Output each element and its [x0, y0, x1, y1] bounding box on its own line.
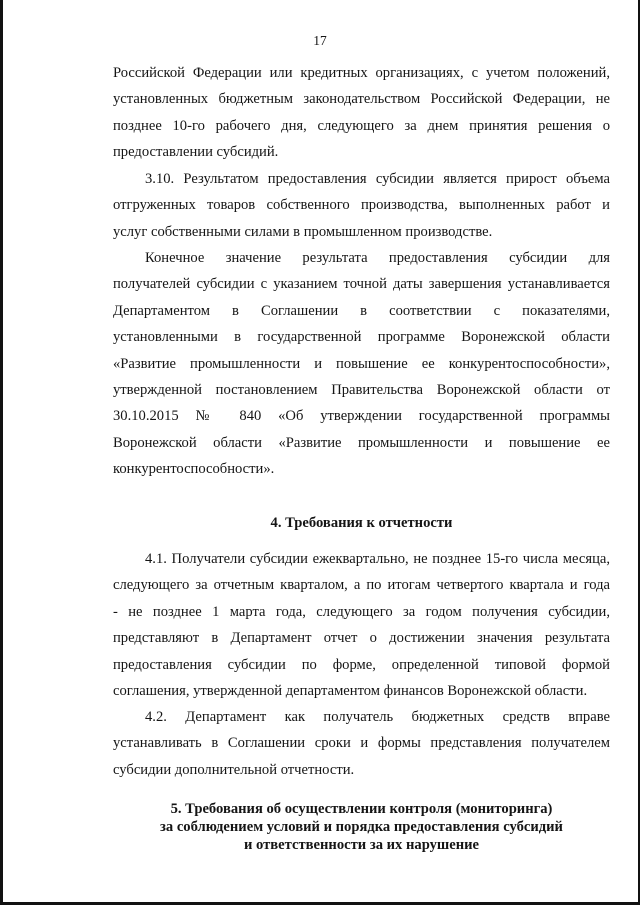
text-line: Воронежской области «Развитие промышленности и повышение ее — [113, 434, 610, 451]
text-line: услуг собственными силами в промышленном производстве. — [113, 223, 493, 240]
paragraph-4-2 — [113, 704, 610, 783]
text-line: следующего за отчетным кварталом, а по итогам четвертого квартала и года — [113, 577, 610, 594]
section-5-heading — [113, 800, 610, 854]
paragraph-3-10 — [113, 166, 610, 245]
paragraph-3-9-continuation — [113, 60, 610, 166]
text-line: отгруженных товаров собственного производства, выполненных работ и — [113, 197, 610, 214]
text-line: установленными в государственной программе Воронежской области — [113, 329, 610, 346]
text-line: позднее 10-го рабочего дня, следующего за днем принятия решения о — [113, 117, 610, 134]
text-line: - не позднее 1 марта года, следующего за годом получения субсидии, — [113, 603, 610, 620]
heading-line: 5. Требования об осуществлении контроля (мониторинга) — [170, 801, 553, 817]
text-line: 4.2. Департамент как получатель бюджетных средств вправе — [145, 709, 610, 725]
text-line: предоставлении субсидий. — [113, 144, 279, 161]
heading-line: и ответственности за их нарушение — [243, 837, 480, 853]
text-line: 30.10.2015 № 840 «Об утверждении государственной программы — [113, 408, 610, 425]
section-4-heading: 4. Требования к отчетности — [270, 515, 453, 531]
text-line: Департаментом в Соглашении в соответствии с показателями, — [113, 302, 610, 319]
text-line: представляют в Департамент отчет о достижении значения результата — [113, 630, 610, 647]
text-line: устанавливать в Соглашении сроки и формы представления получателем — [113, 735, 610, 752]
page-number: 17 — [313, 33, 327, 48]
text-line: «Развитие промышленности и повышение ее конкурентоспособности», — [113, 355, 610, 372]
text-line: конкурентоспособности». — [113, 461, 275, 478]
scan-border-left — [0, 0, 3, 905]
heading-line: за соблюдением условий и порядка предоставления субсидий — [160, 819, 563, 835]
text-line: Конечное значение результата предоставления субсидии для — [145, 250, 610, 266]
text-line: 3.10. Результатом предоставления субсидии является прирост объема — [145, 171, 610, 187]
text-line: 4.1. Получатели субсидии ежеквартально, не позднее 15-го числа месяца, — [145, 551, 610, 567]
text-line: предоставления субсидии по форме, определенной типовой формой — [113, 656, 610, 673]
paragraph-4-1 — [113, 546, 610, 704]
text-line: установленных бюджетным законодательством Российской Федерации, не — [113, 91, 610, 108]
text-line: утвержденной постановлением Правительства Воронежской области от — [113, 382, 610, 399]
text-line: получателей субсидии с указанием точной даты завершения устанавливается — [113, 276, 610, 293]
text-line: Российской Федерации или кредитных организациях, с учетом положений, — [113, 65, 610, 81]
text-line: соглашения, утвержденной департаментом финансов Воронежской области. — [113, 683, 588, 700]
text-line: субсидии дополнительной отчетности. — [113, 761, 355, 778]
paragraph-final-value — [113, 245, 610, 483]
